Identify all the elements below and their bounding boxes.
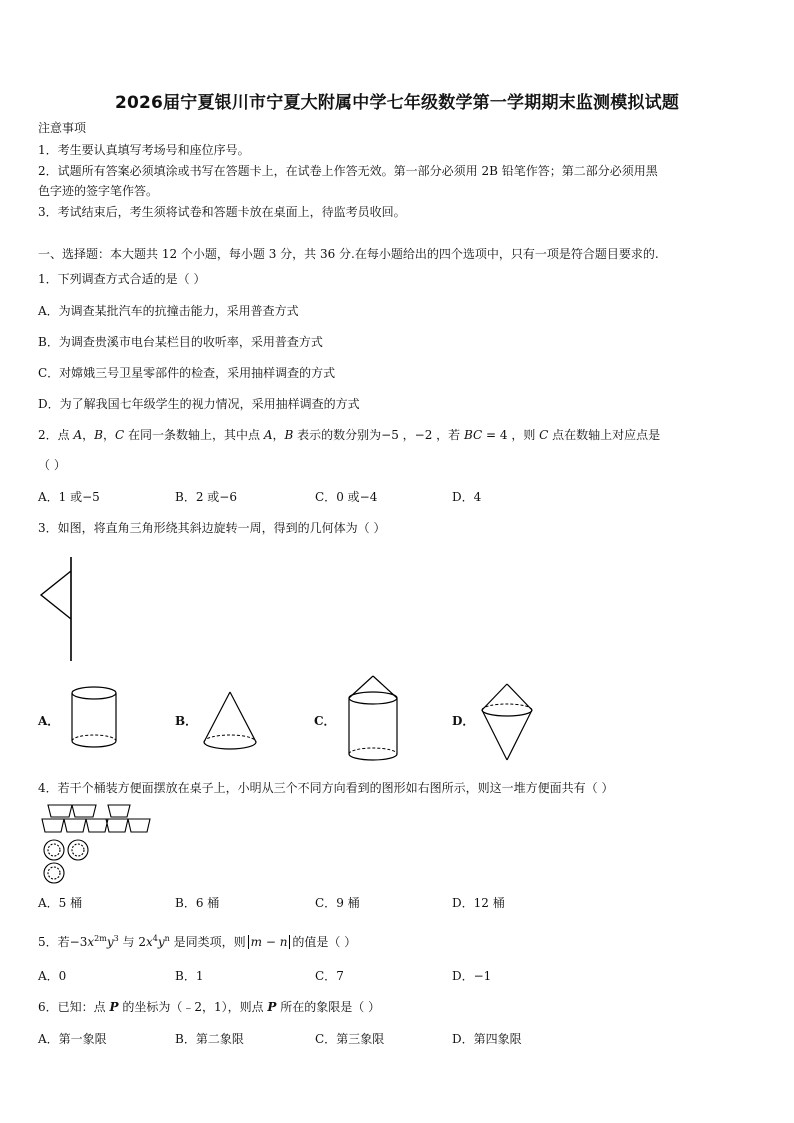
abs-expr-text: m − n — [250, 935, 288, 949]
q5-option-c-key: C． — [315, 969, 337, 983]
q4-option-a-text: 5 桶 — [58, 896, 83, 910]
q2-option-c-key: C． — [315, 490, 337, 504]
q2-num: 2． — [38, 428, 58, 442]
q2-option-b-key: B． — [175, 490, 196, 504]
q6-option-a-text: 第一象限 — [58, 1032, 107, 1046]
q4-option-d-key: D． — [452, 896, 474, 910]
q5-option-d-text: −1 — [473, 969, 492, 983]
q5-option-d-key: D． — [452, 969, 474, 983]
q4-option-c-key: C． — [315, 896, 337, 910]
q2-stem — [38, 427, 758, 444]
q3-option-b-label: B． — [175, 714, 198, 728]
q5-option-a-key: A． — [38, 969, 59, 983]
q5-option-a — [38, 968, 66, 985]
term2-y-exp: n — [164, 934, 170, 943]
q2-option-a — [38, 489, 100, 506]
q2-text-1: 点 — [57, 428, 74, 442]
q6-option-a — [38, 1031, 107, 1048]
q6-option-b-text: 第二象限 — [195, 1032, 244, 1046]
term1-y: y — [106, 935, 114, 949]
term1-x-exp: 2m — [94, 934, 107, 943]
q3-option-a-label: A． — [38, 714, 60, 728]
q6-option-d-key: D． — [452, 1032, 474, 1046]
q4-option-c-text: 9 桶 — [336, 896, 360, 910]
q1-stem: 1．下列调查方式合适的是（ ） — [38, 272, 206, 286]
point-b-2: B — [284, 428, 294, 442]
term1-y-exp: 3 — [113, 934, 119, 943]
q6-num: 6． — [38, 1000, 58, 1014]
q6-option-c-key: C． — [315, 1032, 337, 1046]
section-heading: 一、选择题：本大题共 12 个小题，每小题 3 分，共 36 分.在每小题给出的四个选项中，只有一项是符合题目要求的. — [38, 247, 659, 261]
q1-option-b: B．为调查贵溪市电台某栏目的收听率，采用普查方式 — [38, 335, 323, 349]
q6-option-c — [315, 1031, 384, 1048]
point-c-2: C — [539, 428, 549, 442]
q4-option-a — [38, 895, 82, 912]
page-title: 2026届宁夏银川市宁夏大附属中学七年级数学第一学期期末监测模拟试题 — [114, 93, 680, 113]
q1-option-c: C．对嫦娥三号卫星零部件的检查，采用抽样调查的方式 — [38, 366, 336, 380]
q6-stem — [38, 999, 758, 1016]
q5-mid: 与 — [118, 935, 139, 949]
notice-item-1: 1．考生要认真填写考场号和座位序号。 — [38, 143, 250, 157]
q5-text-1: 若 — [57, 935, 70, 949]
point-b: B — [94, 428, 103, 442]
q4-option-c — [315, 895, 360, 912]
q4-option-d-text: 12 桶 — [473, 896, 505, 910]
q2-sep-3: ， — [272, 428, 285, 442]
q6-option-a-key: A． — [38, 1032, 59, 1046]
q4-option-b-text: 6 桶 — [195, 896, 220, 910]
notice-item-2: 2．试题所有答案必须填涂或书写在答题卡上，在试卷上作答无效。第一部分必须用 2B 铅笔作答；第二部分必须用黑 — [38, 164, 658, 178]
q6-option-c-text: 第三象限 — [336, 1032, 385, 1046]
term2-x: x — [145, 935, 153, 949]
point-a: A — [73, 428, 83, 442]
q2-option-a-key: A． — [38, 490, 59, 504]
double-cone-figure — [477, 682, 537, 764]
q3-stem: 3．如图，将直角三角形绕其斜边旋转一周，得到的几何体为（ ） — [38, 521, 386, 535]
point-p-2: P — [267, 1000, 277, 1014]
q6-text-3: 所在的象限是（ ） — [276, 1000, 381, 1014]
q2-option-c-text: 0 或−4 — [336, 490, 378, 504]
q5-num: 5． — [38, 935, 58, 949]
q5-option-c-text: 7 — [336, 969, 344, 983]
q3-option-c-label: C． — [314, 714, 336, 728]
q4-option-b — [175, 895, 219, 912]
cylinder-figure — [66, 683, 122, 753]
term2-y: y — [157, 935, 165, 949]
notice-item-2-cont: 色字迹的签字笔作答。 — [38, 184, 159, 198]
q5-stem — [38, 930, 758, 951]
point-p: P — [109, 1000, 119, 1014]
q4-option-d — [452, 895, 505, 912]
q2-option-d-text: 4 — [473, 490, 482, 504]
q6-option-b-key: B． — [175, 1032, 196, 1046]
q2-paren: （ ） — [38, 458, 66, 472]
noodle-bucket-views-figure — [40, 803, 160, 885]
term1-coef: −3 — [69, 935, 88, 949]
point-a-2: A — [263, 428, 273, 442]
q2-option-b-text: 2 或−6 — [195, 490, 237, 504]
q5-option-b-text: 1 — [195, 969, 204, 983]
q6-option-d-text: 第四象限 — [473, 1032, 522, 1046]
q5-option-a-text: 0 — [58, 969, 67, 983]
q2-sep-2: ， — [102, 428, 115, 442]
q5-option-b-key: B． — [175, 969, 196, 983]
q2-text-2: 在同一条数轴上，其中点 — [124, 428, 264, 442]
q1-option-a: A．为调查某批汽车的抗撞击能力，采用普查方式 — [38, 304, 299, 318]
right-triangle-figure — [38, 555, 78, 665]
term2-coef: 2 — [138, 935, 146, 949]
q5-option-d — [452, 968, 491, 985]
q2-option-d — [452, 489, 481, 506]
q6-text-1: 已知：点 — [57, 1000, 110, 1014]
q5-text-2: 是同类项，则 — [169, 935, 246, 949]
absolute-value-expr — [248, 935, 291, 949]
cone-figure — [200, 690, 260, 752]
q2-option-d-key: D． — [452, 490, 474, 504]
term1-x: x — [87, 935, 95, 949]
q4-option-b-key: B． — [175, 896, 196, 910]
notice-heading: 注意事项 — [38, 121, 87, 135]
q2-text-5: 点在数轴上对应点是 — [548, 428, 661, 442]
segment-bc: BC — [463, 428, 483, 442]
q4-stem: 4．若干个桶装方便面摆放在桌子上，小明从三个不同方向看到的图形如右图所示，则这一堆方便面共有（ ） — [38, 781, 614, 795]
q3-option-d-label: D． — [452, 714, 475, 728]
q2-text-4: = 4 ，则 — [482, 428, 540, 442]
q5-text-3: 的值是（ ） — [292, 935, 357, 949]
q6-option-b — [175, 1031, 244, 1048]
q2-sep-1: ， — [82, 428, 95, 442]
q1-option-d: D．为了解我国七年级学生的视力情况，采用抽样调查的方式 — [38, 397, 360, 411]
q6-option-d — [452, 1031, 522, 1048]
q6-text-2: 的坐标为（﹣2，1），则点 — [118, 1000, 268, 1014]
q2-option-a-text: 1 或−5 — [58, 490, 100, 504]
q2-text-3: 表示的数分别为−5 ，−2 ，若 — [293, 428, 464, 442]
q2-option-c — [315, 489, 377, 506]
q5-option-b — [175, 968, 203, 985]
cone-on-cylinder-figure — [343, 674, 403, 766]
q2-option-b — [175, 489, 237, 506]
point-c: C — [115, 428, 125, 442]
q4-option-a-key: A． — [38, 896, 59, 910]
notice-item-3: 3．考试结束后，考生须将试卷和答题卡放在桌面上，待监考员收回。 — [38, 205, 406, 219]
term2-x-exp: 4 — [152, 934, 158, 943]
q5-option-c — [315, 968, 344, 985]
